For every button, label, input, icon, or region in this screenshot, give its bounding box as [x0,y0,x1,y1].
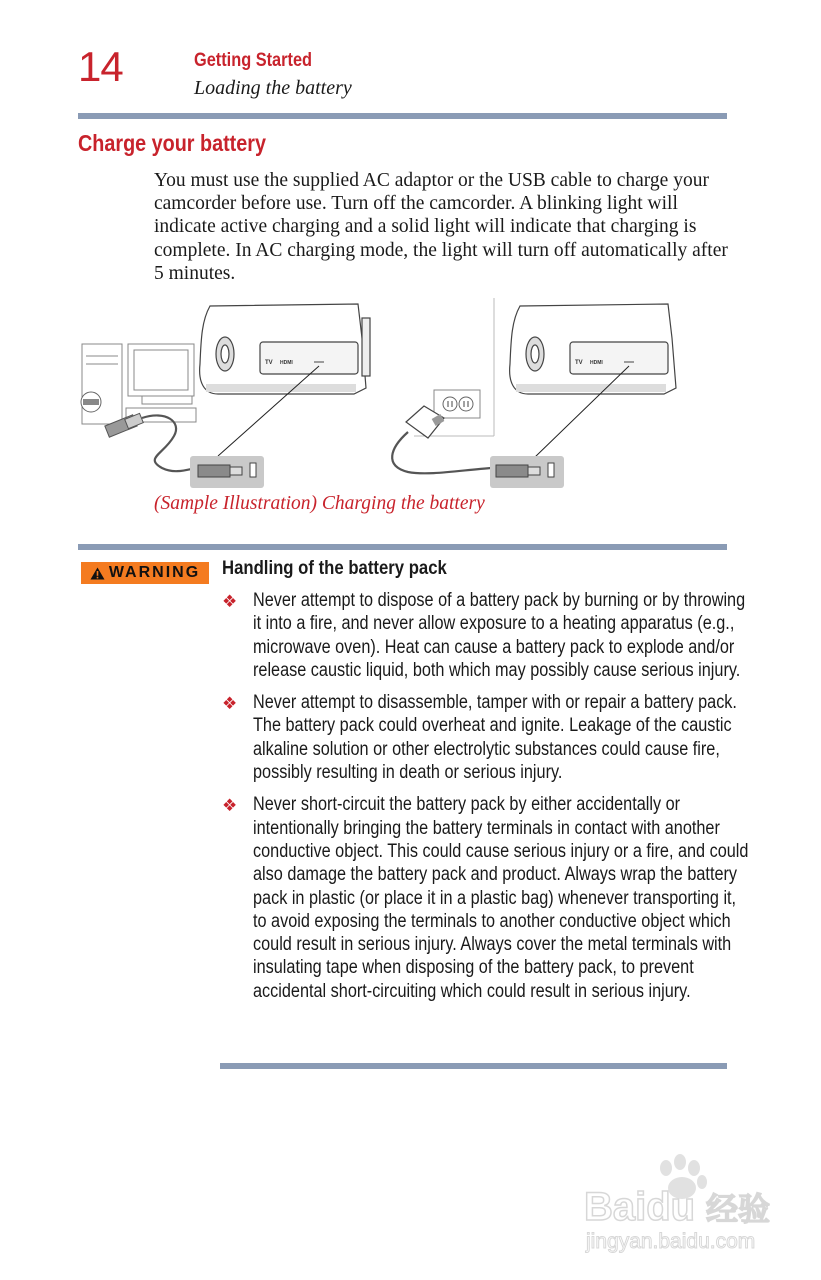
illustration-caption: (Sample Illustration) Charging the battery [154,493,485,514]
watermark-brand: Baidu [584,1185,696,1229]
list-item [222,793,749,1003]
camcorder-left-port-label-tv: TV [265,360,273,366]
charge-instructions: You must use the supplied AC adaptor or the USB cable to charge your camcorder before use. Turn off the camcorder. A blinking light will indicate active charging and a solid light will indicate that charging is complete. In AC charging mode, the light will turn off automatically after 5 minutes. [154,170,728,284]
list-item [222,691,742,784]
camcorder-left [200,304,370,394]
watermark-url: jingyan.baidu.com [586,1230,756,1253]
footer-divider [220,1063,727,1069]
charging-illustration [78,298,603,494]
warning-divider [78,544,727,550]
warning-badge [81,562,209,584]
warning-badge-label: WARNING [108,564,201,581]
ac-cable [392,432,492,473]
warning-title: Handling of the battery pack [222,558,447,579]
diamond-bullet-icon: ❖ [222,694,238,714]
camcorder-right [510,304,676,394]
warning-triangle-icon [90,567,105,580]
camcorder-right-port-label-hdmi: HDMI [590,360,603,366]
diamond-bullet-icon: ❖ [222,796,238,816]
camcorder-right-port-label-tv: TV [575,360,583,366]
wall-outlet [434,390,480,418]
section-subtitle: Loading the battery [194,77,352,99]
warning-list [222,589,749,1012]
page-number: 14 [78,43,123,90]
charge-heading: Charge your battery [78,130,266,156]
list-item-text: Never attempt to disassemble, tamper with or repair a battery pack. The battery pack could overheat and ignite. Leakage of the caustic alkaline solution or other electrolytic substances could cause fire, possibly resulting in death or serious injury. [253,692,737,784]
mini-usb-callout-right [490,456,564,488]
watermark-brand-cn: 经验 [706,1190,771,1228]
baidu-watermark [578,1150,788,1260]
list-item [222,589,746,682]
diamond-bullet-icon: ❖ [222,592,238,611]
mini-usb-callout-left [190,456,264,488]
usb-cable [142,415,196,471]
camcorder-left-port-label-hdmi: HDMI [280,360,293,366]
header-divider [78,113,727,119]
list-item-text: Never attempt to dispose of a battery pack by burning or by throwing it into a fire, and never allow exposure to a heating apparatus (e.g., microwave oven). Heat can cause a battery pack to explode and/or release caustic liquid, both which may possibly cause serious injury. [253,590,746,681]
section-title: Getting Started [194,50,313,71]
computer-icon [82,344,196,424]
list-item-text: Never short-circuit the battery pack by either accidentally or intentionally bringing the battery terminals in contact with another conductive object. This could cause serious injury or a fire, and could also damage the battery pack and product. Always wrap the battery pack in plastic (or place it in a plastic bag) whenever transporting it, to avoid exposing the terminals to another conductive object which could result in serious injury. Always cover the metal terminals with insulating tape when disposing of the battery pack, to prevent accidental short-circuiting which could result in serious injury. [253,794,749,1002]
